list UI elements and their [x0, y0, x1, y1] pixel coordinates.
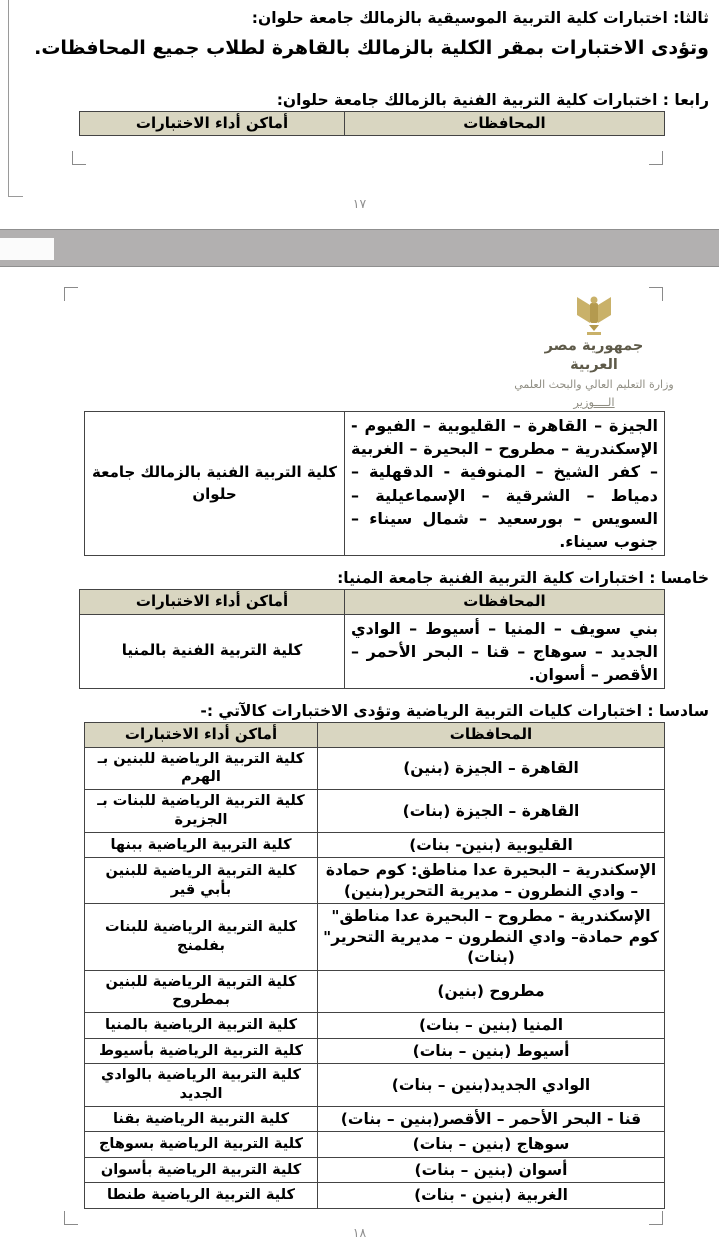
- table-row: [85, 747, 665, 790]
- governorates-cell: بني سويف – المنيا – أسيوط – الوادي الجديد – سوهاج – قنا – البحر الأحمر – الأقصر – أسوان.: [345, 614, 665, 689]
- column-header-locations: أماكن أداء الاختبارات: [80, 590, 345, 615]
- crop-mark-top-right-icon: [649, 287, 663, 301]
- section-fourth-heading: رابعا : اختبارات كلية التربية الفنية بالزمالك جامعة حلوان:: [276, 90, 709, 109]
- crop-mark-bottom-right-icon: [649, 151, 663, 165]
- governorates-cell: الغربية (بنين - بنات): [318, 1183, 665, 1208]
- governorates-cell: مطروح (بنين): [318, 970, 665, 1013]
- table-row: [85, 1106, 665, 1131]
- egypt-coat-of-arms-logo: [575, 293, 613, 335]
- table-row: [85, 790, 665, 833]
- crop-mark-bottom-left-icon: [72, 151, 86, 165]
- governorates-cell: القاهرة – الجيزة (بنات): [318, 790, 665, 833]
- column-header-locations: أماكن أداء الاختبارات: [80, 111, 345, 136]
- sports-faculties-table: [84, 722, 665, 1209]
- table-row: [85, 1157, 665, 1182]
- ministry-letterhead: [504, 293, 684, 409]
- letterhead-minister: الــــوزير: [573, 394, 615, 409]
- table-row: [85, 1183, 665, 1208]
- location-cell: كلية التربية الرياضية بالمنيا: [85, 1013, 318, 1038]
- crop-mark-bottom-right-icon: [649, 1211, 663, 1225]
- letterhead-country: جمهورية مصر العربية: [544, 338, 644, 373]
- table-row: [85, 1038, 665, 1063]
- location-cell: كلية التربية الرياضية بأسوان: [85, 1157, 318, 1182]
- document-page-18: [0, 267, 719, 1237]
- location-cell: كلية التربية الرياضية بقنا: [85, 1106, 318, 1131]
- arts-zamalek-table: [79, 111, 665, 137]
- governorates-cell: الإسكندرية - مطروح – البحيرة عدا مناطق" كوم حمادة– وادي النطرون – مديرية التحرير"(بنات): [318, 904, 665, 970]
- location-cell: كلية التربية الرياضية للبنات بفلمنج: [85, 904, 318, 970]
- location-cell: كلية التربية الرياضية طنطا: [85, 1183, 318, 1208]
- location-cell: كلية التربية الرياضية بأسيوط: [85, 1038, 318, 1063]
- location-cell: كلية التربية الرياضية للبنين بأبي قير: [85, 858, 318, 904]
- location-cell: كلية التربية الرياضية للبنات بـ الجزيرة: [85, 790, 318, 833]
- minya-governorates-table: [79, 589, 665, 689]
- section-sixth-heading: سادسا : اختبارات كليات التربية الرياضية وتؤدى الاختبارات كالآتي :-: [200, 702, 709, 721]
- location-cell: كلية التربية الرياضية بسوهاج: [85, 1132, 318, 1157]
- crop-mark-bottom-left-icon: [64, 1211, 78, 1225]
- page-number-18: ١٨: [352, 1225, 367, 1237]
- column-header-governorates: المحافظات: [345, 590, 665, 615]
- table-header-row: [85, 723, 665, 748]
- table-row: [85, 904, 665, 970]
- governorates-cell: أسيوط (بنين – بنات): [318, 1038, 665, 1063]
- location-cell: كلية التربية الرياضية بالوادي الجديد: [85, 1064, 318, 1107]
- governorates-cell: سوهاج (بنين – بنات): [318, 1132, 665, 1157]
- page-gap-notch: [0, 238, 54, 260]
- page-number-17: ١٧: [352, 196, 367, 211]
- governorates-cell: الإسكندرية – البحيرة عدا مناطق: كوم حمادة – وادي النطرون – مديرية التحرير(بنين): [318, 858, 665, 904]
- location-cell: كلية التربية الفنية بالمنيا: [80, 614, 345, 689]
- table-row: [80, 614, 665, 689]
- governorates-cell: القاهرة – الجيزة (بنين): [318, 747, 665, 790]
- governorates-cell: القليوبية (بنين- بنات): [318, 832, 665, 857]
- table-header-row: [80, 590, 665, 615]
- governorates-cell: قنا - البحر الأحمر – الأقصر(بنين – بنات): [318, 1106, 665, 1131]
- column-header-locations: أماكن أداء الاختبارات: [85, 723, 318, 748]
- section-fifth-heading: خامسا : اختبارات كلية التربية الفنية جامعة المنيا:: [337, 569, 709, 588]
- exam-location-note: وتؤدى الاختبارات بمقر الكلية بالزمالك بالقاهرة لطلاب جميع المحافظات.: [34, 36, 709, 59]
- text-boundary-left: [8, 0, 23, 197]
- location-cell: كلية التربية الرياضية ببنها: [85, 832, 318, 857]
- location-cell: كلية التربية الفنية بالزمالك جامعة حلوان: [85, 411, 345, 555]
- table-row: [85, 1132, 665, 1157]
- table-row: [85, 411, 665, 555]
- table-row: [85, 970, 665, 1013]
- table-row: [85, 858, 665, 904]
- governorates-cell: الجيزة – القاهرة – القليوبية – الفيوم - الإسكندرية – مطروح – البحيرة – الغربية – كفر الشيخ – المنوفية - الدقهلية – دمياط – الشرقية – الإسماعيلية – السويس – بورسعيد – شمال سيناء – جنوب سيناء.: [345, 411, 665, 555]
- table-header-row: [80, 111, 665, 136]
- location-cell: كلية التربية الرياضية للبنين بمطروح: [85, 970, 318, 1013]
- zamalek-governorates-table: [84, 411, 665, 556]
- table-row: [85, 1064, 665, 1107]
- column-header-governorates: المحافظات: [345, 111, 665, 136]
- table-row: [85, 1013, 665, 1038]
- document-page-17: [0, 0, 719, 229]
- section-third-heading: ثالثا: اختبارات كلية التربية الموسيقية بالزمالك جامعة حلوان:: [251, 9, 709, 27]
- governorates-cell: أسوان (بنين – بنات): [318, 1157, 665, 1182]
- location-cell: كلية التربية الرياضية للبنين بـ الهرم: [85, 747, 318, 790]
- page-gap: [0, 229, 719, 267]
- governorates-cell: الوادي الجديد(بنين – بنات): [318, 1064, 665, 1107]
- table-row: [85, 832, 665, 857]
- letterhead-ministry: وزارة التعليم العالي والبحث العلمي: [514, 377, 674, 391]
- governorates-cell: المنيا (بنين – بنات): [318, 1013, 665, 1038]
- column-header-governorates: المحافظات: [318, 723, 665, 748]
- crop-mark-top-left-icon: [64, 287, 78, 301]
